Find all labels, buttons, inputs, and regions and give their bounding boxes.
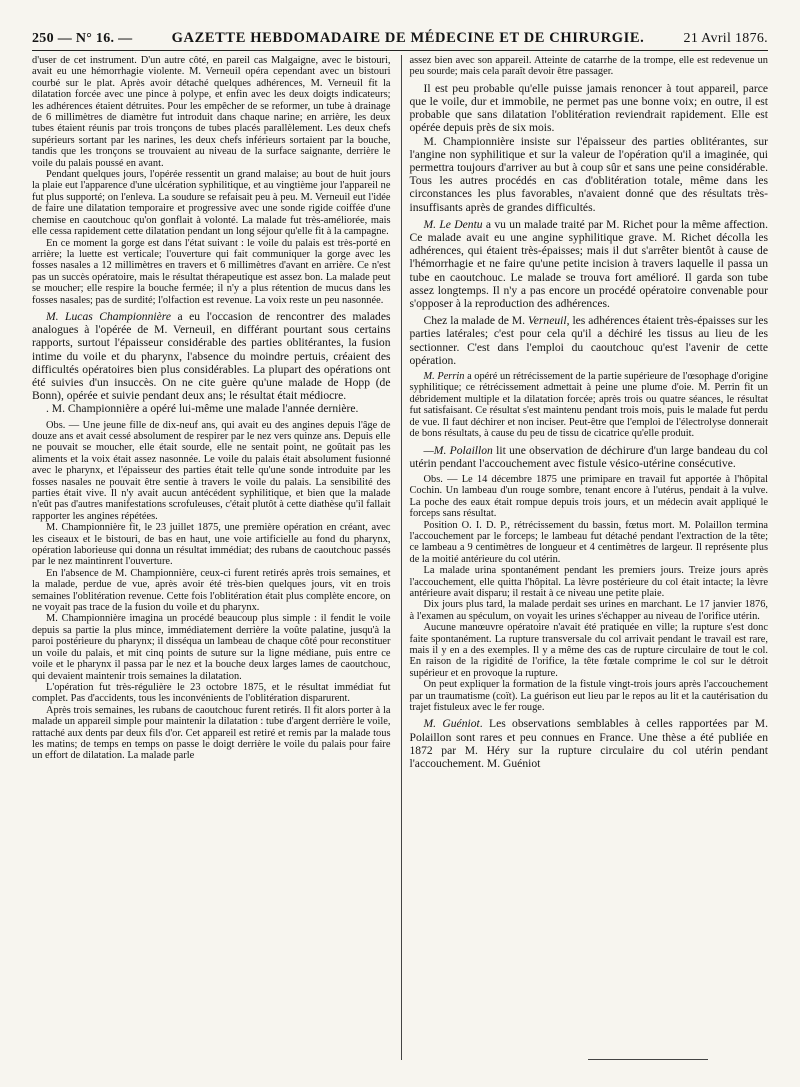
paragraph: Dix jours plus tard, la malade perdait ses urines en marchant. Le 17 janvier 1876, à l'examen au spéculum, on voyait les urines s'échapper au niveau de l'orifice utérin. — [409, 599, 768, 622]
paragraph: L'opération fut très-régulière le 23 octobre 1875, et le résultat immédiat fut complet. Pas d'accidents, tous les inconvénients de l'oblitération disparurent. — [32, 681, 391, 705]
paragraph: —M. Polaillon lit une observation de déchirure d'un large bandeau du col utérin pendant l'accouchement avec fistule vésico-utérine consécutive. — [409, 443, 768, 470]
paragraph: M. Le Dentu a vu un malade traité par M. Richet pour la même affection. Ce malade avait eu une angine syphilitique grave. M. Richet décolla les adhérences, qui étaient très-épaisses; mais il dut s'arrêter bientôt à cause de l'hémorrhagie et ne faire qu'une petite incision à travers laquelle il passa un tube en caoutchouc. Le malade se trouva fort amélioré. Il garda son tube assez longtemps. Il n'y a pas encore un procédé opératoire convenable pour s'opposer à la reproduction des adhérences. — [409, 217, 768, 311]
paragraph: M. Championnière fit, le 23 juillet 1875, une première opération en créant, avec les ciseaux et le bistouri, de bas en haut, une voie artificielle au fond du pharynx, opération laborieuse qui donna un résultat immédiat; des rubans de caoutchouc passés par le nez maintinrent l'ouverture. — [32, 522, 391, 568]
paragraph: assez bien avec son appareil. Atteinte de catarrhe de la trompe, elle est redevenue un peu sourde; mais cela paraît devoir être passager. — [409, 55, 768, 78]
page-header — [32, 30, 768, 51]
paragraph: En l'absence de M. Championnière, ceux-ci furent retirés après trois semaines, et la malade, perdue de vue, après avoir été très-bien quelques jours, vit en trois semaines l'oblitération revenue. Cette fois l'oblitération était plus complète encore, on ne voyait pas trace de la fusion du voile et du pharynx. — [32, 567, 391, 614]
right-column — [401, 55, 769, 1060]
paragraph: d'user de cet instrument. D'un autre côté, en pareil cas Malgaigne, avec le bistouri, avait eu une hémorrhagie violente. M. Verneuil opéra cependant avec un bistouri courbé sur le plat. Après avoir détaché quelques adhérences, M. Verneuil fit la dilatation forcée avec une pince à polype, et enfin avec les deux doigts indicateurs; les adhérences étaient détruites. Pour les empêcher de se reformer, un tube à drainage de 6 millimètres de diamètre fut introduit dans chaque narine; en arrière, les deux tubes étaient réunis par trois tronçons de tubes placés parallèlement. Les deux chefs supérieurs sortant par les narines, les deux chefs inférieurs sortaient par la bouche, tandis que les tronçons se trouvaient au niveau de la surface saignante, derrière le voile du palais poussé en avant. — [32, 55, 391, 169]
issue-number: — N° 16. — — [57, 31, 133, 46]
text-columns — [32, 55, 768, 1060]
speaker-name: M. Guéniot — [423, 717, 480, 731]
paragraph: Après trois semaines, les rubans de caoutchouc furent retirés. Il fit alors porter à la malade un appareil simple pour maintenir la dilatation : tube d'argent derrière le voile, rattaché aux dents par deux fils d'or. Cet appareil est retiré et remis par la malade tous les matins; de temps en temps on passe le doigt derrière le voile du palais pour faire un effort de dilatation. La malade parle — [32, 704, 391, 762]
speaker-name: M. Lucas Championnière — [46, 309, 171, 323]
speaker-name: M. Le Dentu — [423, 217, 483, 231]
observation-paragraph: Obs. — Le 14 décembre 1875 une primipare en travail fut apportée à l'hôpital Cochin. Un lambeau d'un rouge sombre, tenant encore à l'utérus, pendait à la vulve. La poche des eaux était rompue depuis trois jours, et un médecin avait appliqué le forceps sans résultat. — [409, 473, 768, 520]
paragraph: M. Perrin a opéré un rétrécissement de la partie supérieure de l'œsophage d'origine syphilitique; ce rétrécissement admettait à peine une plume d'oie. M. Perrin fit un débridement multiple et la dilatation forcée; après trois ou quatre séances, le résultat fut satisfaisant. Ce résultat s'est maintenu pendant trois mois, puis le malade fut perdu de vue. Il faut déchirer et non inciser. Peut-être que l'emploi de l'électrolyse donnerait de bons résultats, à cause du peu de tissu de cicatrice qu'elle produit. — [409, 371, 768, 440]
paragraph: Pendant quelques jours, l'opérée ressentit un grand malaise; au bout de huit jours la plaie eut l'apparence d'une ulcération syphilitique, et au vingtième jour l'appareil ne fut plus supporté; on l'enleva. La soudure se refaisait peu à peu. M. Verneuil eut l'idée de faire une dilatation temporaire et progressive avec une sonde rigide coiffée d'une chemise en caoutchouc qu'on gonflait à volonté. La malade fut très-améliorée, mais elle cessa rapidement cette dilatation pendant un long séjour qu'elle fit à la campagne. — [32, 169, 391, 238]
paragraph: Chez la malade de M. Verneuil, les adhérences étaient très-épaisses sur les parties latérales; c'est pour cela qu'il a déchiré les tissus au lieu de les sectionner. C'est dans l'emploi du caoutchouc qu'est l'avenir de cette opération. — [409, 314, 768, 367]
observation-paragraph: Obs. — Une jeune fille de dix-neuf ans, qui avait eu des angines depuis l'âge de douze ans et avait cessé absolument de respirer par le nez vers quinze ans. Depuis elle ne pouvait se moucher, elle était sourde, elle ne sentait point, ne goûtait pas les aliments et la voix était assez nasonnée. Le voile du palais était absolument fusionné avec le pharynx, et l'épaisseur des parties était telle qu'une sonde introduite par les fosses nasales ne pouvait être sentie à travers le voile du palais. La sensibilité des parties était vive. Il n'y avait aucun antécédent syphilitique, et bien que la malade n'eût pas d'autres manifestations scrofuleuses, c'était plutôt à cette diathèse qu'il fallait rapporter les angines répétées. — [32, 419, 391, 522]
speaker-name: —M. Polaillon — [423, 443, 493, 457]
paragraph: Aucune manœuvre opératoire n'avait été pratiquée en ville; la rupture s'est donc faite spontanément. La rupture transversale du col arrivait pendant le travail est rare, mais il y en a des exemples. Il y a même des cas de rupture circulaire de tout le col. En raison de la rigidité de l'orifice, la tête fœtale comprime le col sur le détroit supérieur et en provoque la rupture. — [409, 622, 768, 679]
speaker-name: Verneuil — [527, 314, 567, 328]
paragraph: Position O. I. D. P., rétrécissement du bassin, fœtus mort. M. Polaillon termina l'accouchement par le forceps; le lambeau fut détaché pendant l'extraction de la tête; ce lambeau a 9 centimètres de longueur et 4 centimètres de largeur. Il représente plus de la moitié antérieure du col utérin. — [409, 519, 768, 565]
speaker-name: M. Perrin — [423, 371, 465, 383]
paragraph: M. Lucas Championnière a eu l'occasion de rencontrer des malades analogues à l'opérée de M. Verneuil, en différant pourtant sous certains rapports, surtout l'épaisseur considérable des parties oblitérantes, la fusion intime du voile et du pharynx, l'absence du moindre pertuis, créaient des difficultés opératoires bien plus considérables. La plupart des opérations ont été suivies d'un insuccès. On ne cite guère qu'une malade de Hopp (de Bonn), opérée et suivie pendant deux ans; le résultat était médiocre. — [32, 309, 391, 403]
paragraph: M. Championnière insiste sur l'épaisseur des parties oblitérantes, sur l'angine non syphilitique et sur la valeur de l'opération qu'il a imaginée, qui permettra toujours d'arriver au but à coup sûr et sans une peine considérable. Tous les autres procédés en cas d'oblitération totale, même dans les circonstances les plus favorables, n'avaient donné que des résultats très-insuffisants après de grandes difficultés. — [409, 134, 768, 214]
journal-title: GAZETTE HEBDOMADAIRE DE MÉDECINE ET DE CHIRURGIE. — [171, 30, 645, 46]
left-column — [32, 55, 391, 1060]
paragraph: . M. Championnière a opéré lui-même une malade l'année dernière. — [46, 402, 359, 416]
footer-rule — [588, 1059, 708, 1060]
paragraph: M. Championnière imagina un procédé beaucoup plus simple : il fendit le voile depuis sa partie la plus mince, immédiatement derrière la voûte palatine, jusqu'à la paroi postérieure du pharynx; il disséqua un lambeau de chaque côté pour reconstituer un voile du palais, et mit cinq points de suture sur la ligne médiane, puis entre ce voile et le pharynx il passa par le nez et la bouche deux larges lames de caoutchouc, qui devaient maintenir trois semaines la dilatation. — [32, 613, 391, 682]
issue-date: 21 Avril 1876. — [683, 31, 768, 46]
page-number-issue — [32, 31, 132, 47]
page-number: 250 — [32, 31, 54, 46]
paragraph: On peut expliquer la formation de la fistule vingt-trois jours après l'accouchement par un traumatisme (coït). La guérison eut lieu par le repos au lit et la cautérisation du trajet fistuleux avec le fer rouge. — [409, 679, 768, 714]
paragraph: En ce moment la gorge est dans l'état suivant : le voile du palais est très-porté en arrière; la luette est verticale; l'ouverture qui fait communiquer la gorge avec les fosses nasales a 12 millimètres en travers et 6 millimètres d'avant en arrière. Ce n'est pas un succès opératoire, mais le résultat thérapeutique est assez bon. La malade peut se moucher; elle respire la bouche fermée; il n'y a plus rétention de mucus dans les fosses nasales; pas de surdité; l'olfaction est revenue. La voix reste un peu nasonnée. — [32, 237, 391, 306]
paragraph: La malade urina spontanément pendant les premiers jours. Treize jours après l'accouchement, elle quitta l'hôpital. La lèvre postérieure du col était intacte; la lèvre antérieure avait disparu; il restait à ce niveau une petite plaie. — [409, 565, 768, 599]
paragraph: M. Guéniot. Les observations semblables à celles rapportées par M. Polaillon sont rares et peu connues en France. Une thèse a été publiée en 1872 par M. Héry sur la rupture circulaire du col utérin pendant l'accouchement. M. Guéniot — [409, 717, 768, 771]
paragraph: Il est peu probable qu'elle puisse jamais renoncer à tout appareil, parce que le voile, dur et immobile, ne permet pas une bonne voix; en outre, il est probable que sans dilatation l'oblitération reviendrait rapidement. Elle est opérée depuis près de six mois. — [409, 81, 768, 135]
